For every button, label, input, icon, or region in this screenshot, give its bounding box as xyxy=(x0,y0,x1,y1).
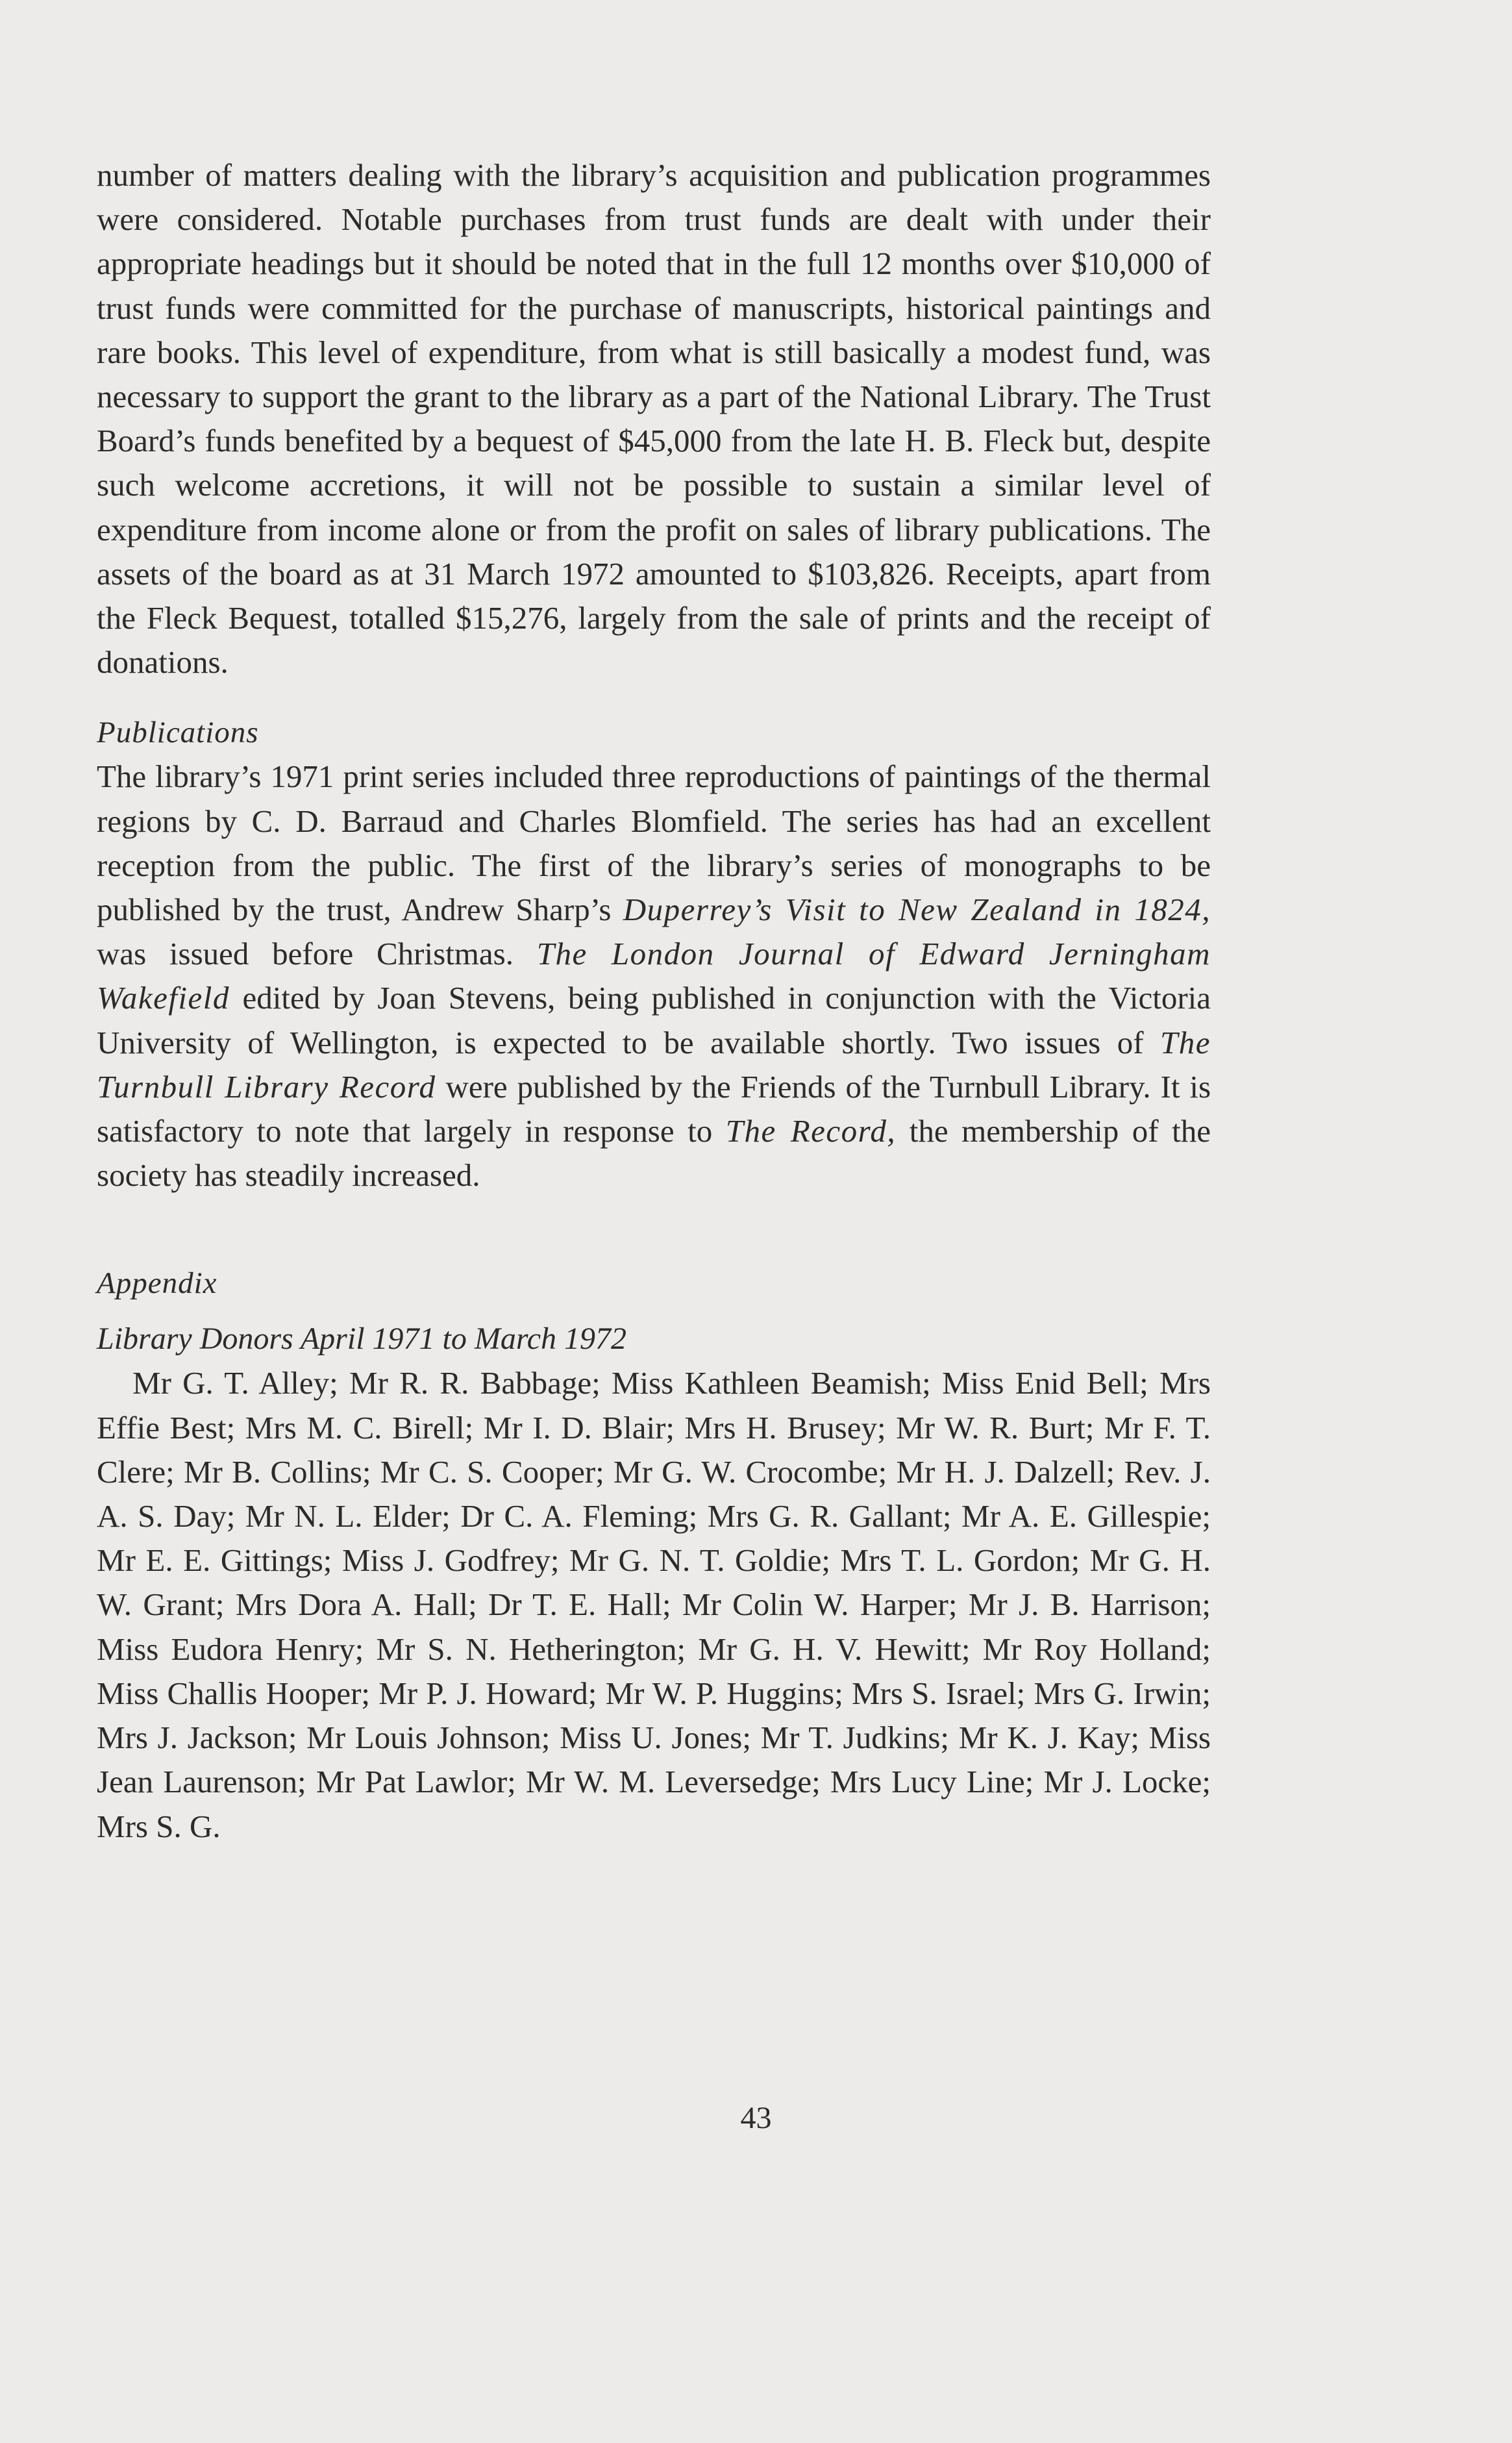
page-body xyxy=(97,153,1211,1849)
donors-list: Mr G. T. Alley; Mr R. R. Babbage; Miss Kathleen Beamish; Miss Enid Bell; Mrs Effie Best; Mrs M. C. Birell; Mr I. D. Blair; Mrs H. Brusey; Mr W. R. Burt; Mr F. T. Clere; Mr B. Collins; Mr C. S. Cooper; Mr G. W. Crocombe; Mr H. J. Dalzell; Rev. J. A. S. Day; Mr N. L. Elder; Dr C. A. Fleming; Mrs G. R. Gallant; Mr A. E. Gillespie; Mr E. E. Gittings; Miss J. Godfrey; Mr G. N. T. Goldie; Mrs T. L. Gordon; Mr G. H. W. Grant; Mrs Dora A. Hall; Dr T. E. Hall; Mr Colin W. Harper; Mr J. B. Harrison; Miss Eudora Henry; Mr S. N. Hetherington; Mr G. H. V. Hewitt; Mr Roy Holland; Miss Challis Hooper; Mr P. J. Howard; Mr W. P. Huggins; Mrs S. Israel; Mrs G. Irwin; Mrs J. Jackson; Mr Louis Johnson; Miss U. Jones; Mr T. Judkins; Mr K. J. Kay; Miss Jean Laurenson; Mr Pat Lawlor; Mr W. M. Leversedge; Mrs Lucy Line; Mr J. Locke; Mrs S. G. xyxy=(97,1365,1211,1844)
donors-subheading: Library Donors April 1971 to March 1972 xyxy=(97,1322,627,1357)
intro-paragraph: number of matters dealing with the library’s acquisition and publication programmes were considered. Notable purchases from trust funds are dealt with under their appropriate headings but it should be noted that in the full 12 months over $10,000 of trust funds were committed for the purchase of manuscripts, historical paintings and rare books. This level of expenditure, from what is still basically a modest fund, was necessary to support the grant to the library as a part of the National Library. The Trust Board’s funds benefited by a bequest of $45,000 from the late H. B. Fleck but, despite such welcome accretions, it will not be possible to sustain a similar level of expenditure from income alone or from the profit on sales of library publications. The assets of the board as at 31 March 1972 amounted to $103,826. Receipts, apart from the Fleck Bequest, totalled $15,276, largely from the sale of prints and the receipt of donations. xyxy=(97,157,1211,681)
publications-text-5: the membership of the society has steadily increased. xyxy=(97,1113,1211,1194)
publications-text-4: were published by the Friends of the Turnbull Library. It is satisfactory to note that largely in response to xyxy=(97,1068,1211,1149)
publications-text-3: edited by Joan Stevens, being published in conjunction with the Victoria University of Wellington, is expected to be available shortly. Two issues of xyxy=(97,980,1211,1060)
publications-heading: Publications xyxy=(97,716,259,750)
publications-paragraph xyxy=(97,755,1211,1197)
publications-text-2: was issued before Christmas. xyxy=(97,936,514,972)
page-number: 43 xyxy=(740,2101,772,2135)
publications-text-1: The library’s 1971 print series included three reproductions of paintings of the thermal regions by C. D. Barraud and Charles Blomfield. The series has had an excellent reception from the public. The first of the library’s series of monographs to be published by the trust, Andrew Sharp’s xyxy=(97,758,1211,928)
book-title-duperrey: Duperrey’s Visit to New Zealand in 1824, xyxy=(623,892,1211,928)
appendix-heading: Appendix xyxy=(97,1266,217,1301)
book-title-turnbull-record: The Turnbull Library Record xyxy=(97,1024,1211,1105)
book-title-wakefield-journal: The London Journal of Edward Jerningham Wakefield xyxy=(97,936,1211,1016)
book-title-the-record: The Record, xyxy=(725,1113,897,1149)
